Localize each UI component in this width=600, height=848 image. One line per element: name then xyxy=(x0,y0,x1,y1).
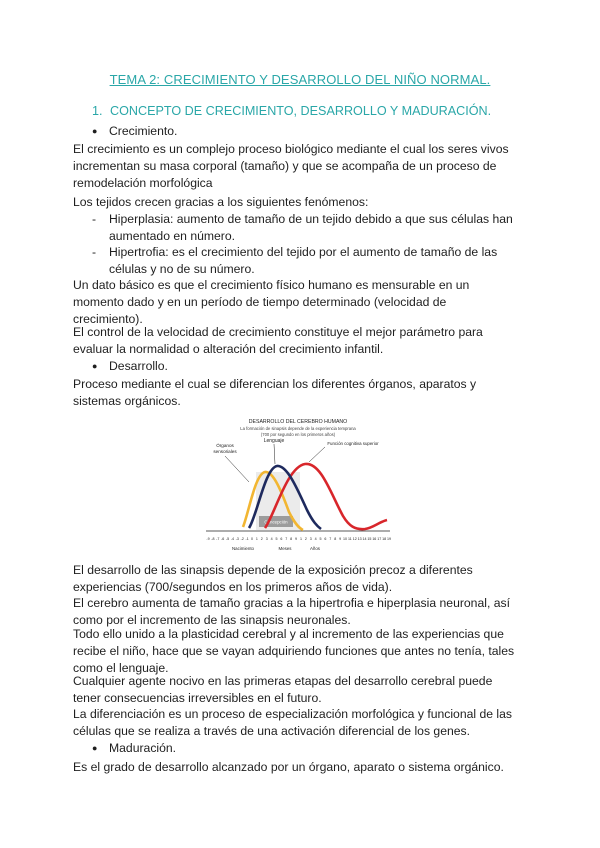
pointer-lenguaje xyxy=(274,444,275,464)
text-line: evaluar la normalidad o alteración del crecimiento infantil. xyxy=(73,342,384,356)
x-tick-label: 0 xyxy=(251,537,254,541)
text-line: momento dado y en un período de tiempo determinado (velocidad de xyxy=(73,295,447,309)
label-organos: Órganos xyxy=(216,443,234,448)
x-tick-label: 18 xyxy=(382,537,387,541)
x-tick-label: 14 xyxy=(362,537,367,541)
label-lenguaje: Lenguaje xyxy=(263,438,285,444)
x-tick-label: 8 xyxy=(334,537,337,541)
x-tick-label: 5 xyxy=(275,537,278,541)
x-tick-label: 2 xyxy=(260,537,263,541)
text-line: Un dato básico es que el crecimiento físico humano es mensurable en un xyxy=(73,278,470,292)
x-tick-label: -1 xyxy=(245,537,249,541)
text-line: experiencias (700/segundos en los primeros años de vida). xyxy=(73,580,393,594)
x-tick-label: 4 xyxy=(314,537,317,541)
text-line: El crecimiento es un complejo proceso biológico mediante el cual los seres vivos xyxy=(73,142,509,156)
bullet-label: Maduración. xyxy=(109,741,177,755)
paragraph-control-velocidad xyxy=(73,324,535,358)
x-tick-label: 9 xyxy=(295,537,298,541)
x-tick-label: 8 xyxy=(290,537,293,541)
x-tick-label: 17 xyxy=(377,537,382,541)
paragraph-diferenciacion xyxy=(73,706,535,740)
x-tick-label: 15 xyxy=(367,537,372,541)
x-tick-label: -8 xyxy=(211,537,215,541)
x-tick-label: 3 xyxy=(309,537,312,541)
text-line: células y no de su número. xyxy=(109,262,255,276)
text-line: como el lenguaje. xyxy=(73,661,169,675)
x-tick-label: -5 xyxy=(225,537,230,541)
brain-development-chart xyxy=(203,412,393,554)
axis-group-nacimiento: Nacimiento xyxy=(232,546,254,551)
x-tick-label: 2 xyxy=(304,537,307,541)
dash-marker: - xyxy=(92,245,97,259)
bullet-desarrollo xyxy=(92,359,168,373)
x-tick-label: 19 xyxy=(387,537,391,541)
chart-subtitle-line2: (700 por segundo en los primeros años) xyxy=(260,432,336,437)
document-title: TEMA 2: CRECIMIENTO Y DESARROLLO DEL NIÑO NORMAL. xyxy=(109,72,491,87)
x-tick-label: 6 xyxy=(324,537,327,541)
text-line: aumentado en número. xyxy=(109,229,236,243)
text-line: incrementan su masa corporal (tamaño) y que se acompaña de un proceso de xyxy=(73,159,497,173)
section-heading xyxy=(92,104,491,118)
list-item-hiperplasia xyxy=(92,211,536,245)
text-line: crecimiento). xyxy=(73,312,143,326)
x-tick-label: 9 xyxy=(339,537,342,541)
x-tick-label: 1 xyxy=(299,537,302,541)
text-line: Cualquier agente nocivo en las primeras etapas del desarrollo cerebral puede xyxy=(73,674,493,688)
paragraph-agente-nocivo xyxy=(73,673,535,707)
paragraph-plasticidad xyxy=(73,626,535,677)
text-line: Hipertrofia: es el crecimiento del tejido por el aumento de tamaño de las xyxy=(109,245,498,259)
text-line: El desarrollo de las sinapsis depende de la exposición precoz a diferentes xyxy=(73,563,473,577)
pointer-organos xyxy=(225,456,249,482)
chart-title: DESARROLLO DEL CEREBRO HUMANO xyxy=(248,419,348,425)
dash-marker: - xyxy=(92,212,97,226)
text-line: Proceso mediante el cual se diferencian los diferentes órganos, aparatos y xyxy=(73,377,477,391)
x-tick-label: 12 xyxy=(352,537,357,541)
bullet-crecimiento xyxy=(92,124,177,138)
paragraph-crecimiento-def xyxy=(73,141,535,192)
text-line: como por el incremento de las sinapsis neuronales. xyxy=(73,613,351,627)
label-funcion-cognitiva: Función cognitiva superior xyxy=(327,441,379,446)
x-tick-label: -3 xyxy=(235,537,239,541)
text-line: Todo ello unido a la plasticidad cerebral y al incremento de las experiencias que xyxy=(73,627,504,641)
bullet-label: Desarrollo. xyxy=(109,359,168,373)
x-tick-label: -6 xyxy=(221,537,225,541)
paragraph-cerebro xyxy=(73,595,535,629)
list-item-hipertrofia xyxy=(92,244,536,278)
text-line: remodelación morfológica xyxy=(73,176,213,190)
x-tick-label: 16 xyxy=(372,537,377,541)
x-tick-label: 10 xyxy=(342,537,347,541)
x-tick-labels xyxy=(206,537,391,541)
x-tick-label: 7 xyxy=(329,537,332,541)
x-tick-label: 13 xyxy=(357,537,362,541)
section-number: 1. xyxy=(92,104,103,118)
bullet-maduracion xyxy=(92,741,176,755)
text-line: La diferenciación es un proceso de especialización morfológica y funcional de las xyxy=(73,707,513,721)
bullet-label: Crecimiento. xyxy=(109,124,178,138)
x-tick-label: 3 xyxy=(265,537,268,541)
x-tick-label: -4 xyxy=(230,537,235,541)
x-tick-label: 1 xyxy=(255,537,258,541)
axis-group-meses: Meses xyxy=(278,546,292,551)
x-tick-label: -2 xyxy=(240,537,244,541)
bullet-dot: ● xyxy=(92,743,98,753)
paragraph-dato-basico xyxy=(73,277,535,328)
x-tick-label: 5 xyxy=(319,537,322,541)
pointer-funcion xyxy=(309,447,325,462)
text-line: Hiperplasia: aumento de tamaño de un tejido debido a que sus células han xyxy=(109,212,513,226)
x-tick-label: 11 xyxy=(347,537,352,541)
x-tick-label: 4 xyxy=(270,537,273,541)
x-tick-label: 7 xyxy=(285,537,288,541)
bullet-dot: ● xyxy=(92,126,98,136)
chart-subtitle-line1: La formación de sinapsis depende de la experiencia temprana xyxy=(240,426,356,431)
label-sensoriales: sensoriales xyxy=(213,449,237,454)
text-line: El control de la velocidad de crecimiento constituye el mejor parámetro para xyxy=(73,325,483,339)
text-line: tener consecuencias irreversibles en el futuro. xyxy=(73,691,322,705)
paragraph-maduracion-def: Es el grado de desarrollo alcanzado por un órgano, aparato o sistema orgánico. xyxy=(73,760,504,774)
text-line: recibe el niño, hace que se vayan adquiriendo funciones que antes no tenía, tales xyxy=(73,644,515,658)
text-line: El cerebro aumenta de tamaño gracias a la hipertrofia e hiperplasia neuronal, así xyxy=(73,596,510,610)
paragraph-sinapsis xyxy=(73,562,535,596)
section-label: CONCEPTO DE CRECIMIENTO, DESARROLLO Y MADURACIÓN. xyxy=(110,104,492,118)
paragraph-tejidos: Los tejidos crecen gracias a los siguientes fenómenos: xyxy=(73,195,369,209)
bullet-dot: ● xyxy=(92,361,98,371)
text-line: células que se realiza a través de una activación diferencial de los genes. xyxy=(73,724,471,738)
x-tick-label: -7 xyxy=(216,537,220,541)
x-tick-label: -9 xyxy=(206,537,210,541)
paragraph-desarrollo-def xyxy=(73,376,535,410)
box-label: Concepción xyxy=(264,519,288,525)
axis-group-anos: Años xyxy=(309,546,321,551)
x-tick-label: 6 xyxy=(280,537,283,541)
text-line: sistemas orgánicos. xyxy=(73,394,181,408)
